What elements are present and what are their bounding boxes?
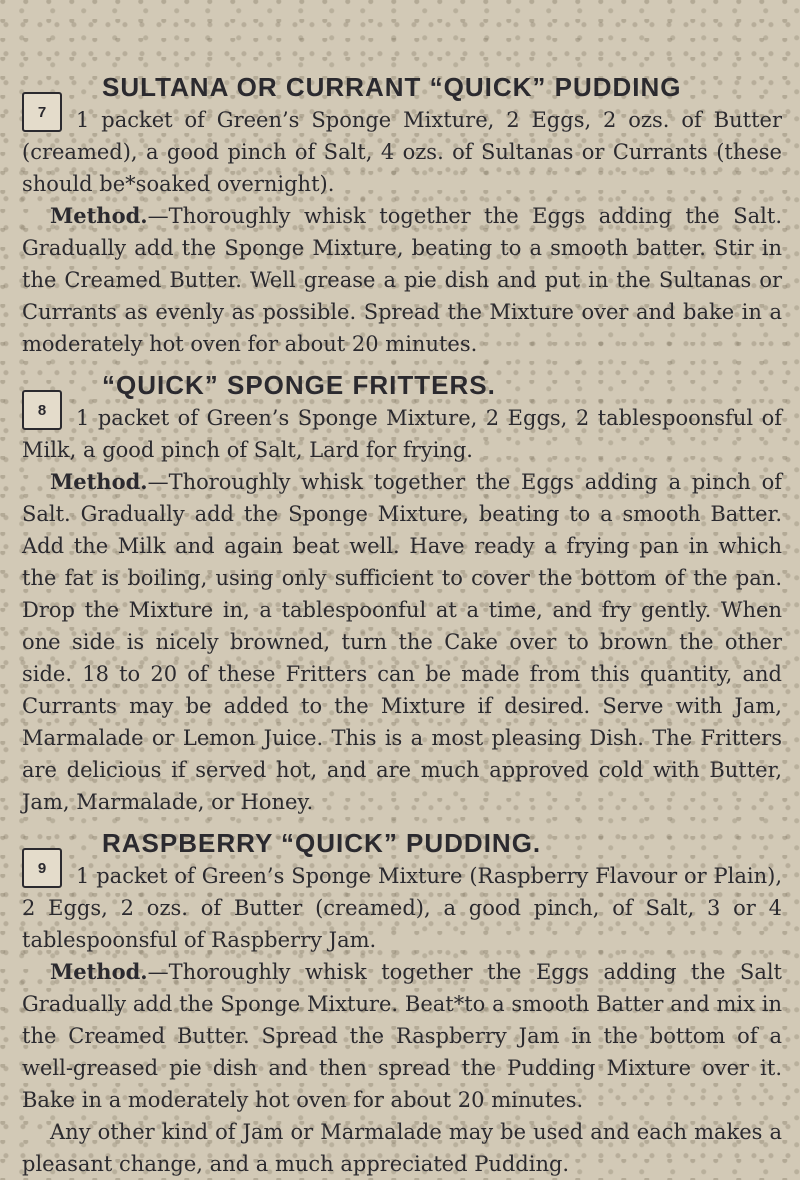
recipe-method	[22, 956, 782, 1116]
recipe-number-badge	[22, 92, 62, 132]
recipe-note: Any other kind of Jam or Marmalade may be used and each makes a pleasant change, and a much appreciated Pudding.	[22, 1120, 782, 1176]
recipe-title: “QUICK” SPONGE FRITTERS.	[102, 370, 496, 400]
recipe-title: RASPBERRY “QUICK” PUDDING.	[102, 828, 542, 858]
recipe-7	[22, 70, 782, 360]
recipe-number-badge	[22, 390, 62, 430]
recipe-number-badge	[22, 848, 62, 888]
method-label: Method.	[50, 203, 148, 228]
method-text: —Thoroughly whisk together the Eggs adding a pinch of Salt. Gradually add the Sponge Mixture, beating to a smooth Batter. Add the Milk and again beat well. Have ready a frying pan in which the fat is boiling, using only sufficient to cover the bottom of the pan. Drop the Mixture in, a tablespoonful at a time, and fry gently. When one side is nicely browned, turn the Cake over to brown the other side. 18 to 20 of these Fritters can be made from this quantity, and Currants may be added to the Mixture if desired. Serve with Jam, Marmalade or Lemon Juice. This is a most pleasing Dish. The Fritters are delicious if served hot, and are much approved cold with Butter, Jam, Marmalade, or Honey.	[22, 470, 782, 814]
recipe-method	[22, 200, 782, 360]
recipe-ingredients: 1 packet of Green’s Sponge Mixture, 2 Eggs, 2 tablespoonsful of Milk, a good pinch of Salt, Lard for frying.	[22, 406, 782, 462]
recipe-ingredients: 1 packet of Green’s Sponge Mixture, 2 Eggs, 2 ozs. of Butter (creamed), a good pinch of Salt, 4 ozs. of Sultanas or Currants (these should be*soaked overnight).	[22, 108, 782, 196]
recipe-number: 8	[37, 401, 47, 419]
method-text: —Thoroughly whisk together the Eggs adding the Salt Gradually add the Sponge Mixture. Beat*to a smooth Batter and mix in the Creamed Butter. Spread the Raspberry Jam in the bottom of a well-greased pie dish and then spread the Pudding Mixture over it. Bake in a moderately hot oven for about 20 minutes.	[22, 960, 782, 1112]
recipe-ingredients: 1 packet of Green’s Sponge Mixture (Raspberry Flavour or Plain), 2 Eggs, 2 ozs. of Butter (creamed), a good pinch, of Salt, 3 or 4 tablespoonsful of Raspberry Jam.	[22, 864, 782, 952]
recipe-number: 7	[37, 103, 47, 121]
recipe-page	[22, 70, 782, 1180]
recipe-title: SULTANA OR CURRANT “QUICK” PUDDING	[102, 72, 682, 102]
recipe-9	[22, 826, 782, 1180]
recipe-method	[22, 466, 782, 818]
method-text: —Thoroughly whisk together the Eggs adding the Salt. Gradually add the Sponge Mixture, beating to a smooth batter. Stir in the Creamed Butter. Well grease a pie dish and put in the Sultanas or Currants as evenly as possible. Spread the Mixture over and bake in a moderately hot oven for about 20 minutes.	[22, 204, 782, 356]
method-label: Method.	[50, 469, 148, 494]
recipe-number: 9	[37, 859, 47, 877]
recipe-8	[22, 368, 782, 818]
method-label: Method.	[50, 959, 148, 984]
